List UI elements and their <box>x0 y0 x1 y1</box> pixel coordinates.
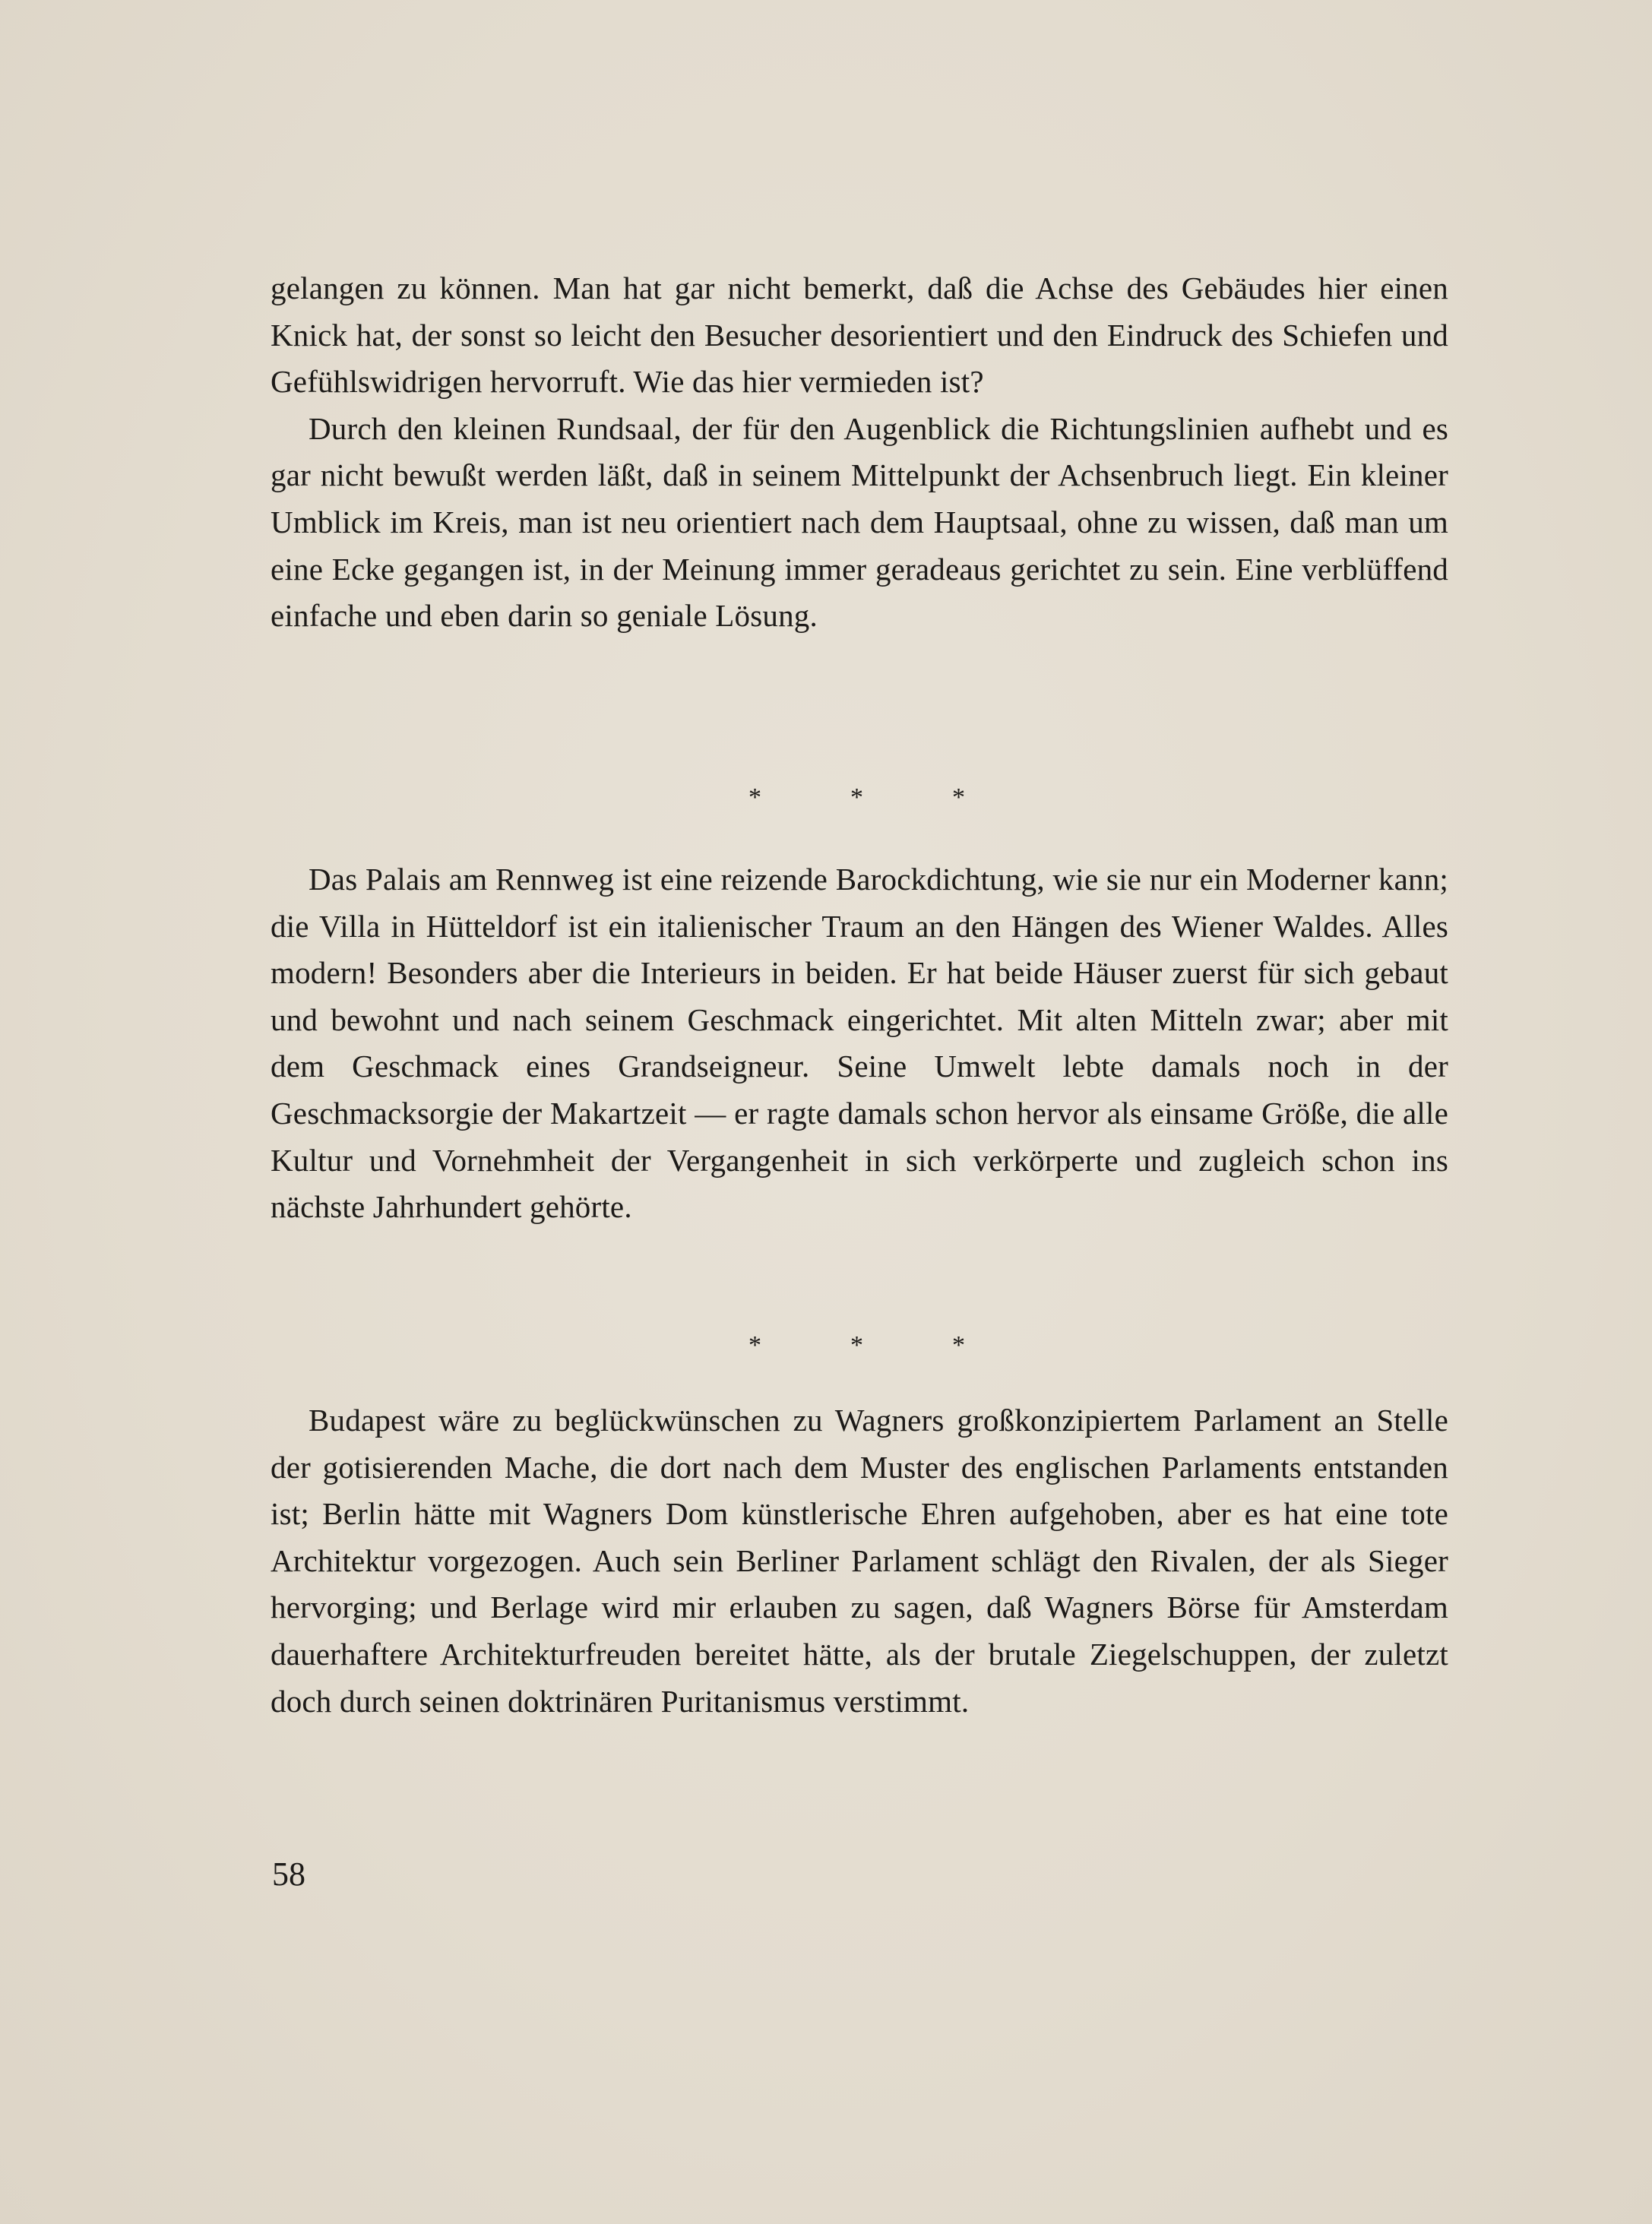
star-ornament: * <box>748 783 761 811</box>
section-separator <box>748 1333 965 1359</box>
star-ornament: * <box>952 1331 965 1359</box>
page-number: 58 <box>272 1855 305 1893</box>
star-ornament: * <box>952 783 965 811</box>
paragraph: gelangen zu können. Man hat gar nicht bemerkt, daß die Achse des Gebäudes hier einen Knick hat, der sonst so leicht den Besucher desorientiert und den Eindruck des Schiefen und Gefühlswidrigen hervorruft. Wie das hier vermieden ist? <box>271 270 1448 400</box>
star-ornament: * <box>850 1331 863 1359</box>
text-section-1 <box>271 265 1448 640</box>
section-separator <box>748 785 965 811</box>
star-ornament: * <box>748 1331 761 1359</box>
text-section-2 <box>271 856 1448 1231</box>
paragraph: Das Palais am Rennweg ist eine reizende Barockdichtung, wie sie nur ein Moderner kann; die Villa in Hütteldorf ist ein italienischer Traum an den Hängen des Wiener Waldes. Alles modern! Besonders aber die Interieurs in beiden. Er hat beide Häuser zuerst für sich gebaut und bewohnt und nach seinem Geschmack eingerichtet. Mit alten Mitteln zwar; aber mit dem Geschmack eines Grandseigneur. Seine Umwelt lebte damals noch in der Geschmacksorgie der Makartzeit — er ragte damals schon hervor als einsame Größe, die alle Kultur und Vornehmheit der Vergangenheit in sich verkörperte und zugleich schon ins nächste Jahrhundert gehörte. <box>271 862 1448 1225</box>
star-ornament: * <box>850 783 863 811</box>
paragraph: Budapest wäre zu beglückwünschen zu Wagners großkonzipiertem Parlament an Stelle der gotisierenden Mache, die dort nach dem Muster des englischen Parlaments entstanden ist; Berlin hätte mit Wagners Dom künstlerische Ehren aufgehoben, aber es hat eine tote Architektur vorgezogen. Auch sein Berliner Parlament schlägt den Rivalen, der als Sieger hervorging; und Berlage wird mir erlauben zu sagen, daß Wagners Börse für Amsterdam dauerhaftere Architekturfreuden bereitet hätte, als der brutale Ziegelschuppen, der zuletzt doch durch seinen doktrinären Puritanismus verstimmt. <box>271 1403 1448 1719</box>
paragraph: Durch den kleinen Rundsaal, der für den Augenblick die Richtungslinien aufhebt und es gar nicht bewußt werden läßt, daß in seinem Mittelpunkt der Achsenbruch liegt. Ein kleiner Umblick im Kreis, man ist neu orientiert nach dem Hauptsaal, ohne zu wissen, daß man um eine Ecke gegangen ist, in der Meinung immer geradeaus gerichtet zu sein. Eine verblüffend einfache und eben darin so geniale Lösung. <box>271 410 1448 634</box>
text-section-3 <box>271 1397 1448 1725</box>
